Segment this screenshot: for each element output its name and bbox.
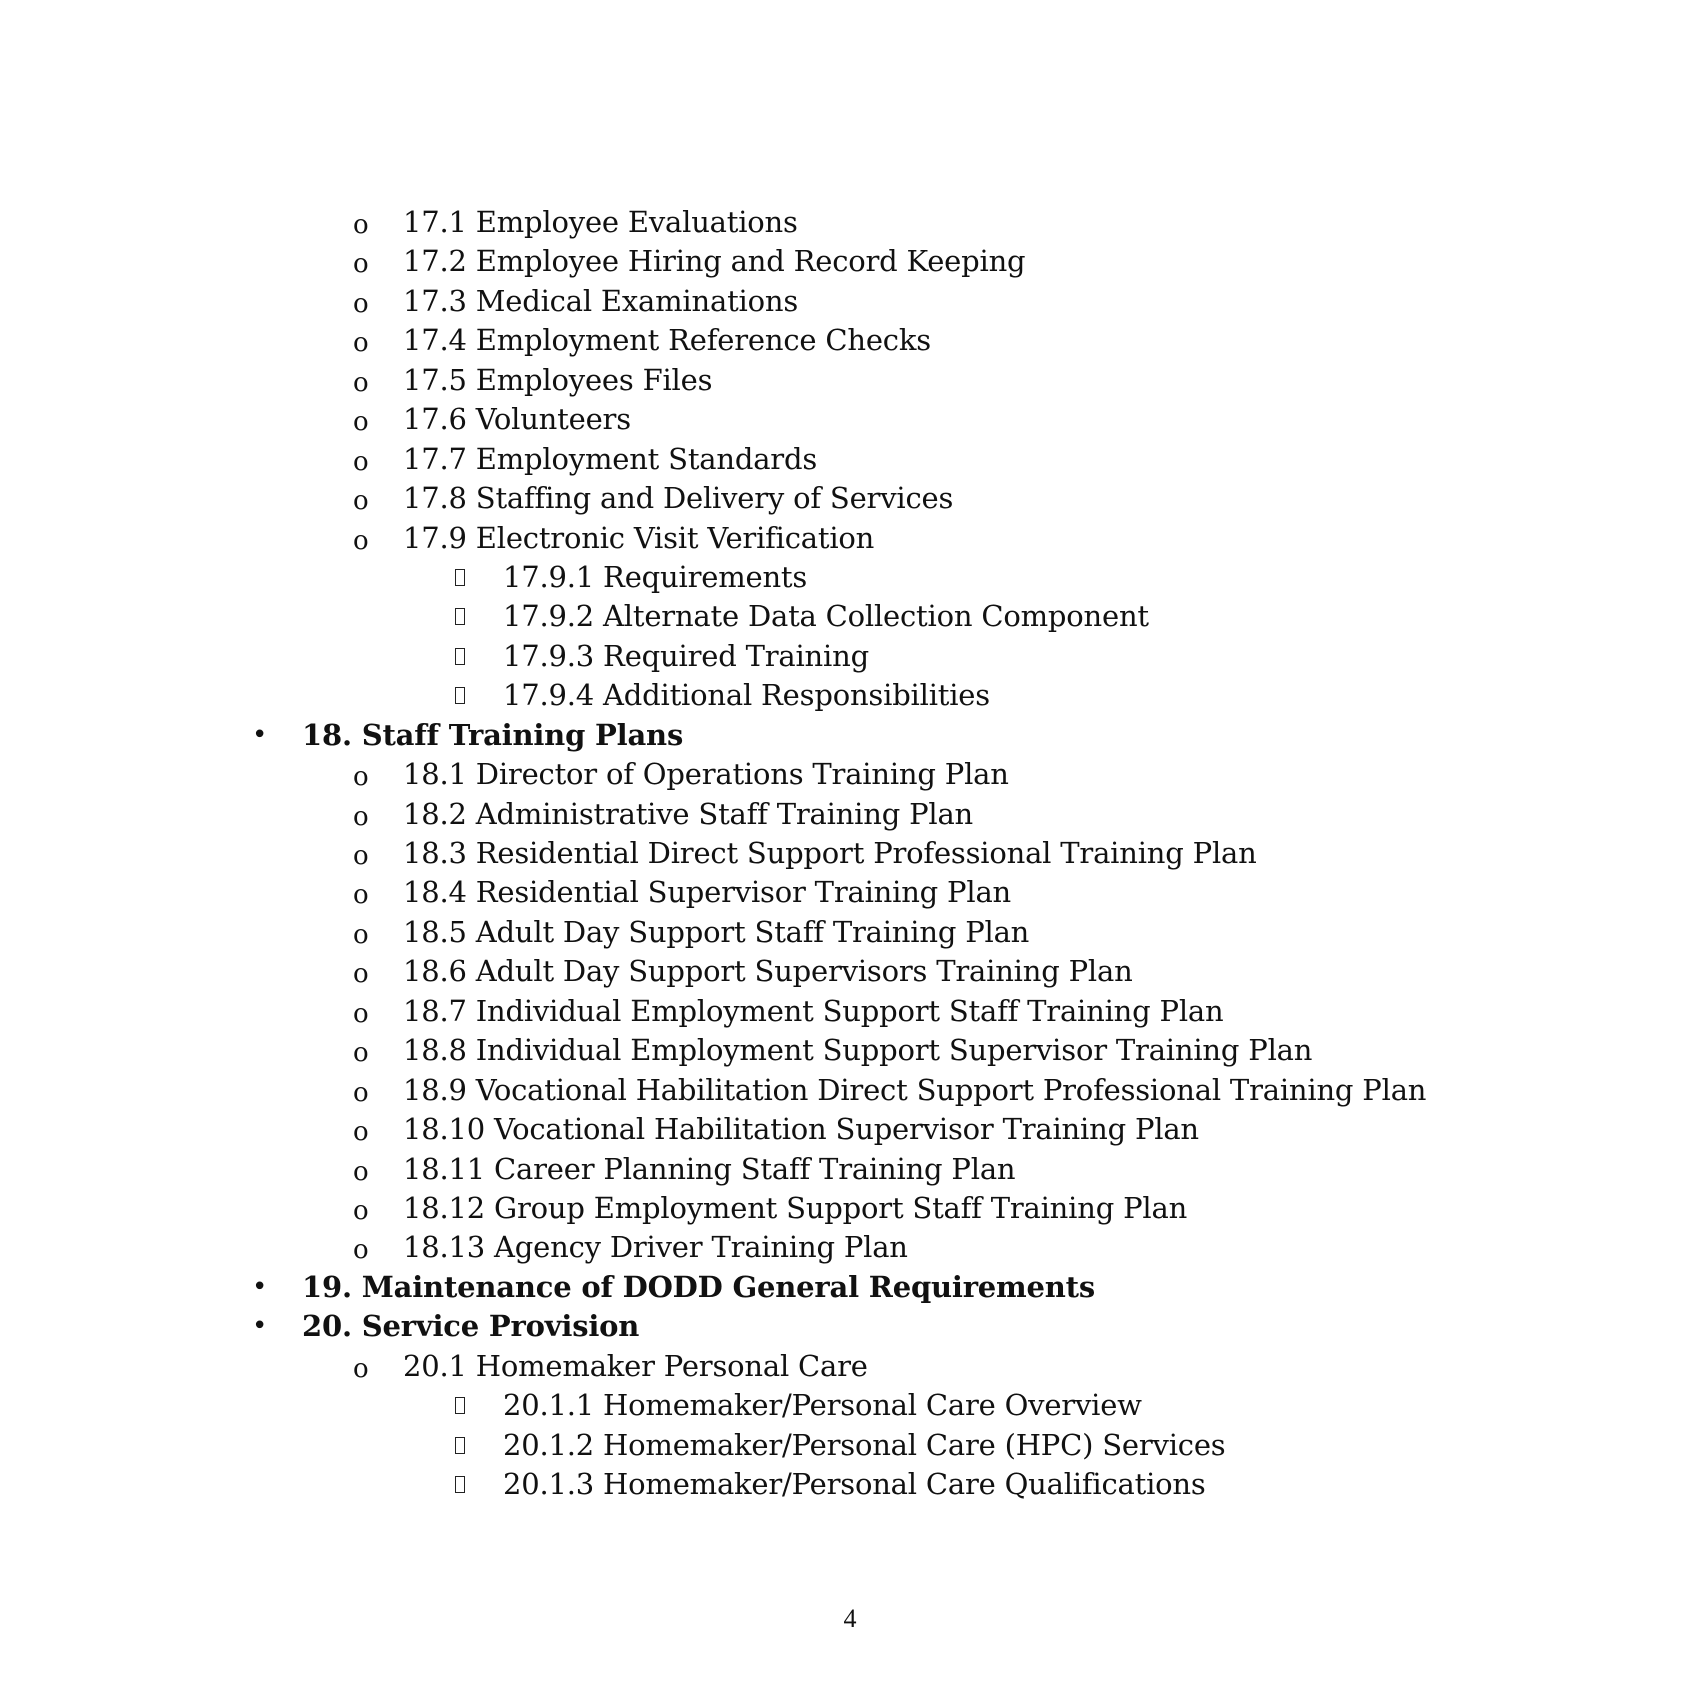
toc-item-label: 18.4 Residential Supervisor Training Plan bbox=[403, 875, 1012, 910]
toc-item-label: 18.10 Vocational Habilitation Supervisor Training Plan bbox=[403, 1112, 1199, 1147]
toc-item-label: 18. Staff Training Plans bbox=[302, 717, 684, 752]
hollow-circle-bullet-icon: o bbox=[353, 762, 369, 793]
toc-sub-subsection-item bbox=[0, 676, 1700, 715]
toc-item-label: 18.2 Administrative Staff Training Plan bbox=[403, 796, 974, 831]
toc-subsection-item bbox=[0, 1071, 1700, 1110]
hollow-circle-bullet-icon: o bbox=[353, 998, 369, 1029]
hollow-circle-bullet-icon: o bbox=[353, 210, 369, 240]
square-bullet-icon bbox=[455, 687, 465, 704]
table-of-contents bbox=[0, 203, 1700, 1504]
hollow-circle-bullet-icon: o bbox=[353, 249, 369, 280]
toc-section-heading bbox=[0, 716, 1700, 755]
toc-item-label: 17.9.4 Additional Responsibilities bbox=[503, 678, 990, 713]
toc-item-label: 17.6 Volunteers bbox=[403, 402, 631, 437]
hollow-circle-bullet-icon: o bbox=[353, 288, 369, 319]
toc-subsection-item bbox=[0, 952, 1700, 991]
toc-item-label: 19. Maintenance of DODD General Requirements bbox=[302, 1269, 1096, 1304]
toc-subsection-item bbox=[0, 1347, 1700, 1386]
toc-item-label: 17.8 Staffing and Delivery of Services bbox=[403, 481, 954, 516]
hollow-circle-bullet-icon: o bbox=[353, 328, 369, 359]
toc-item-label: 17.9 Electronic Visit Verification bbox=[403, 520, 875, 555]
hollow-circle-bullet-icon: o bbox=[353, 1077, 369, 1108]
toc-subsection-item bbox=[0, 519, 1700, 558]
hollow-circle-bullet-icon: o bbox=[353, 880, 369, 911]
toc-sub-subsection-item bbox=[0, 1426, 1700, 1465]
toc-subsection-item bbox=[0, 755, 1700, 794]
toc-subsection-item bbox=[0, 479, 1700, 518]
square-bullet-icon bbox=[455, 1476, 465, 1493]
hollow-circle-bullet-icon: o bbox=[353, 1156, 369, 1187]
hollow-circle-bullet-icon: o bbox=[353, 1195, 369, 1226]
square-bullet-icon bbox=[455, 1437, 465, 1454]
toc-subsection-item bbox=[0, 1031, 1700, 1070]
toc-subsection-item bbox=[0, 1189, 1700, 1228]
hollow-circle-bullet-icon: o bbox=[353, 446, 369, 477]
toc-subsection-item bbox=[0, 440, 1700, 479]
toc-item-label: 17.9.3 Required Training bbox=[503, 638, 869, 673]
toc-subsection-item bbox=[0, 1150, 1700, 1189]
hollow-circle-bullet-icon: o bbox=[353, 1117, 369, 1148]
toc-subsection-item bbox=[0, 400, 1700, 439]
toc-item-label: 17.5 Employees Files bbox=[403, 362, 713, 397]
toc-sub-subsection-item bbox=[0, 637, 1700, 676]
toc-sub-subsection-item bbox=[0, 558, 1700, 597]
toc-subsection-item bbox=[0, 992, 1700, 1031]
toc-item-label: 17.9.2 Alternate Data Collection Component bbox=[503, 599, 1149, 634]
toc-item-label: 20.1.1 Homemaker/Personal Care Overview bbox=[503, 1388, 1142, 1423]
toc-item-label: 18.6 Adult Day Support Supervisors Training Plan bbox=[403, 954, 1133, 989]
toc-item-label: 20.1.3 Homemaker/Personal Care Qualifications bbox=[503, 1467, 1206, 1501]
filled-bullet-icon: • bbox=[252, 1271, 268, 1302]
filled-bullet-icon: • bbox=[252, 1311, 268, 1342]
hollow-circle-bullet-icon: o bbox=[353, 919, 369, 950]
toc-item-label: 20.1 Homemaker Personal Care bbox=[403, 1348, 868, 1383]
toc-item-label: 17.1 Employee Evaluations bbox=[403, 205, 798, 239]
toc-item-label: 18.3 Residential Direct Support Professional Training Plan bbox=[403, 836, 1257, 870]
toc-sub-subsection-item bbox=[0, 597, 1700, 636]
hollow-circle-bullet-icon: o bbox=[353, 407, 369, 438]
toc-subsection-item bbox=[0, 834, 1700, 873]
toc-item-label: 18.8 Individual Employment Support Supervisor Training Plan bbox=[403, 1033, 1313, 1068]
toc-item-label: 18.9 Vocational Habilitation Direct Support Professional Training Plan bbox=[403, 1072, 1427, 1107]
page-number: 4 bbox=[843, 1604, 857, 1633]
toc-subsection-item bbox=[0, 913, 1700, 952]
toc-item-label: 18.7 Individual Employment Support Staff Training Plan bbox=[403, 993, 1224, 1028]
hollow-circle-bullet-icon: o bbox=[353, 959, 369, 990]
square-bullet-icon bbox=[455, 1397, 465, 1414]
hollow-circle-bullet-icon: o bbox=[353, 525, 369, 556]
hollow-circle-bullet-icon: o bbox=[353, 841, 369, 871]
toc-item-label: 17.9.1 Requirements bbox=[503, 559, 808, 594]
toc-subsection-item bbox=[0, 321, 1700, 360]
toc-subsection-item bbox=[0, 873, 1700, 912]
hollow-circle-bullet-icon: o bbox=[353, 1038, 369, 1069]
toc-subsection-item bbox=[0, 361, 1700, 400]
toc-item-label: 20.1.2 Homemaker/Personal Care (HPC) Services bbox=[503, 1427, 1226, 1462]
toc-subsection-item bbox=[0, 1228, 1700, 1267]
toc-subsection-item bbox=[0, 282, 1700, 321]
toc-item-label: 18.5 Adult Day Support Staff Training Plan bbox=[403, 914, 1030, 949]
toc-subsection-item bbox=[0, 242, 1700, 281]
toc-subsection-item bbox=[0, 203, 1700, 242]
toc-item-label: 17.7 Employment Standards bbox=[403, 441, 817, 476]
hollow-circle-bullet-icon: o bbox=[353, 1353, 369, 1384]
toc-item-label: 18.11 Career Planning Staff Training Plan bbox=[403, 1151, 1016, 1186]
square-bullet-icon bbox=[455, 569, 465, 586]
square-bullet-icon bbox=[455, 648, 465, 665]
toc-item-label: 18.12 Group Employment Support Staff Training Plan bbox=[403, 1190, 1188, 1225]
square-bullet-icon bbox=[455, 608, 465, 625]
toc-item-label: 17.2 Employee Hiring and Record Keeping bbox=[403, 244, 1026, 279]
hollow-circle-bullet-icon: o bbox=[353, 1235, 369, 1266]
toc-item-label: 17.3 Medical Examinations bbox=[403, 283, 799, 318]
toc-sub-subsection-item bbox=[0, 1465, 1700, 1504]
toc-item-label: 17.4 Employment Reference Checks bbox=[403, 323, 931, 358]
toc-section-heading bbox=[0, 1268, 1700, 1307]
toc-sub-subsection-item bbox=[0, 1386, 1700, 1425]
hollow-circle-bullet-icon: o bbox=[353, 367, 369, 398]
toc-item-label: 18.13 Agency Driver Training Plan bbox=[403, 1230, 908, 1265]
toc-subsection-item bbox=[0, 795, 1700, 834]
hollow-circle-bullet-icon: o bbox=[353, 801, 369, 832]
toc-item-label: 18.1 Director of Operations Training Plan bbox=[403, 757, 1009, 792]
toc-item-label: 20. Service Provision bbox=[302, 1309, 640, 1344]
filled-bullet-icon: • bbox=[252, 719, 268, 750]
toc-subsection-item bbox=[0, 1110, 1700, 1149]
hollow-circle-bullet-icon: o bbox=[353, 486, 369, 517]
toc-section-heading bbox=[0, 1307, 1700, 1346]
